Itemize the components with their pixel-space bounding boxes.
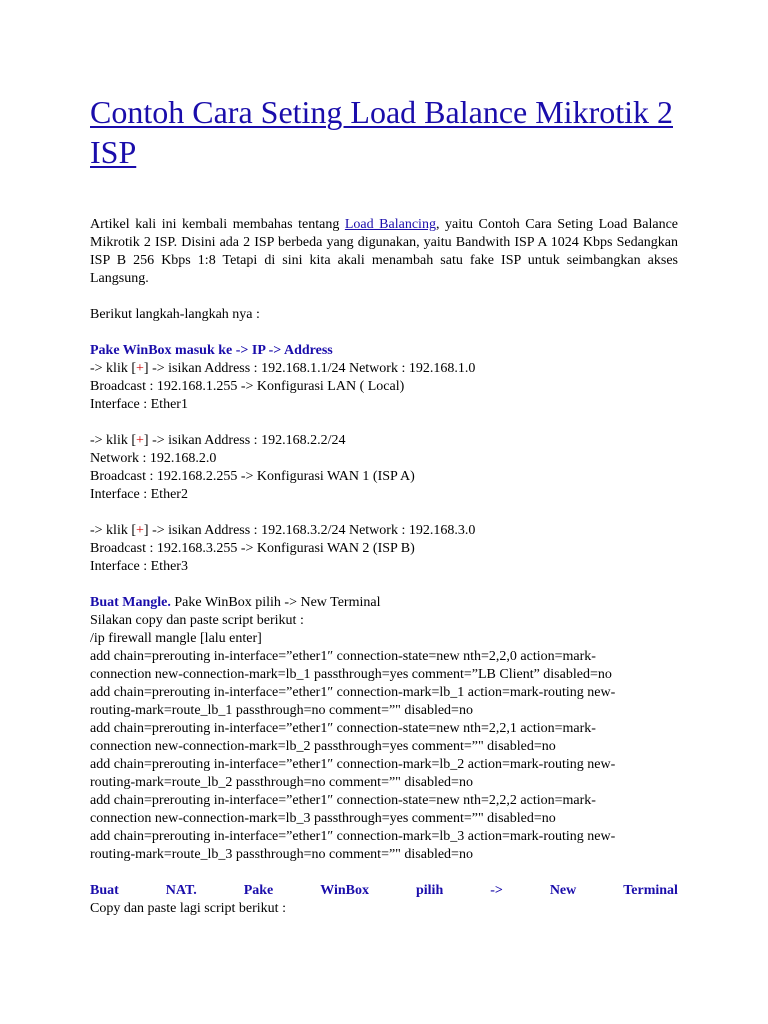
script-line: add chain=prerouting in-interface=”ether1″ connection-mark=lb_1 action=mark-routing new-: [90, 685, 616, 700]
nat-heading-word: WinBox: [320, 883, 370, 898]
address-block: [90, 360, 678, 414]
script-line: connection new-connection-mark=lb_3 passthrough=yes comment=”" disabled=no: [90, 811, 556, 826]
intro-paragraph: [90, 216, 678, 288]
script-line: connection new-connection-mark=lb_1 passthrough=yes comment=”LB Client” disabled=no: [90, 667, 612, 682]
address-blocks: [90, 360, 678, 576]
steps-intro: Berikut langkah-langkah nya :: [90, 307, 260, 322]
plus-icon: +: [136, 523, 144, 538]
nat-heading-word: Pake: [243, 883, 274, 898]
address-line: Network : 192.168.2.0: [90, 451, 217, 466]
script-line: add chain=prerouting in-interface=”ether1″ connection-state=new nth=2,2,1 action=mark-: [90, 721, 596, 736]
mangle-heading-rest: Pake WinBox pilih -> New Terminal: [170, 595, 381, 610]
script-line: /ip firewall mangle [lalu enter]: [90, 631, 262, 646]
klik-suffix: ] -> isikan Address : 192.168.3.2/24 Network : 192.168.3.0: [143, 523, 476, 538]
script-line: add chain=prerouting in-interface=”ether1″ connection-mark=lb_3 action=mark-routing new-: [90, 829, 616, 844]
klik-suffix: ] -> isikan Address : 192.168.2.2/24: [143, 433, 346, 448]
nat-heading-word: ->: [490, 883, 503, 898]
plus-icon: +: [136, 361, 144, 376]
script-line: routing-mark=route_lb_2 passthrough=no comment=”" disabled=no: [90, 775, 473, 790]
address-line: Interface : Ether1: [90, 397, 188, 412]
nat-heading-word: New: [549, 883, 577, 898]
mangle-script: [90, 612, 678, 864]
script-line: Silakan copy dan paste script berikut :: [90, 613, 304, 628]
nat-heading-word: NAT.: [165, 883, 197, 898]
nat-section: [90, 882, 678, 918]
address-block: [90, 522, 678, 576]
script-line: add chain=prerouting in-interface=”ether1″ connection-mark=lb_2 action=mark-routing new-: [90, 757, 616, 772]
script-line: connection new-connection-mark=lb_2 passthrough=yes comment=”" disabled=no: [90, 739, 556, 754]
script-line: add chain=prerouting in-interface=”ether1″ connection-state=new nth=2,2,2 action=mark-: [90, 793, 596, 808]
script-line: add chain=prerouting in-interface=”ether1″ connection-state=new nth=2,2,0 action=mark-: [90, 649, 596, 664]
load-balancing-link[interactable]: Load Balancing: [344, 217, 436, 232]
address-line: Broadcast : 192.168.1.255 -> Konfigurasi LAN ( Local): [90, 379, 405, 394]
intro-text-before: Artikel kali ini kembali membahas tentang: [90, 217, 345, 232]
address-section: [90, 342, 678, 576]
address-block: [90, 432, 678, 504]
klik-line: [90, 522, 678, 540]
document-page: [90, 92, 678, 918]
mangle-heading: Buat Mangle.: [90, 595, 171, 610]
intro-text-after: , yaitu Contoh Cara Seting Load Balance Mikrotik 2 ISP. Disini ada 2 ISP berbeda yang digunakan, yaitu Bandwith ISP A 1024 Kbps Sedangkan ISP B 256 Kbps 1:8 Tetapi di sini kita akali menambah satu fake ISP untuk seimbangkan akses Langsung.: [90, 217, 678, 286]
nat-heading-word: Buat: [90, 883, 119, 898]
address-line: Broadcast : 192.168.2.255 -> Konfigurasi WAN 1 (ISP A): [90, 469, 415, 484]
script-line: routing-mark=route_lb_3 passthrough=no comment=”" disabled=no: [90, 847, 473, 862]
klik-line: [90, 360, 678, 378]
nat-heading-word: pilih: [415, 883, 444, 898]
klik-prefix: -> klik [: [90, 361, 136, 376]
address-line: Broadcast : 192.168.3.255 -> Konfigurasi WAN 2 (ISP B): [90, 541, 415, 556]
klik-suffix: ] -> isikan Address : 192.168.1.1/24 Network : 192.168.1.0: [143, 361, 476, 376]
klik-prefix: -> klik [: [90, 433, 136, 448]
script-line: routing-mark=route_lb_1 passthrough=no comment=”" disabled=no: [90, 703, 473, 718]
nat-line: Copy dan paste lagi script berikut :: [90, 901, 286, 916]
mangle-section: [90, 594, 678, 864]
klik-prefix: -> klik [: [90, 523, 136, 538]
plus-icon: +: [136, 433, 144, 448]
nat-heading-word: Terminal: [623, 883, 678, 898]
address-heading: Pake WinBox masuk ke -> IP -> Address: [90, 343, 333, 358]
address-line: Interface : Ether3: [90, 559, 188, 574]
article-title[interactable]: Contoh Cara Seting Load Balance Mikrotik 2 ISP: [90, 94, 673, 170]
mangle-heading-line: [90, 594, 678, 612]
nat-heading: [90, 882, 678, 900]
address-line: Interface : Ether2: [90, 487, 188, 502]
klik-line: [90, 432, 678, 450]
